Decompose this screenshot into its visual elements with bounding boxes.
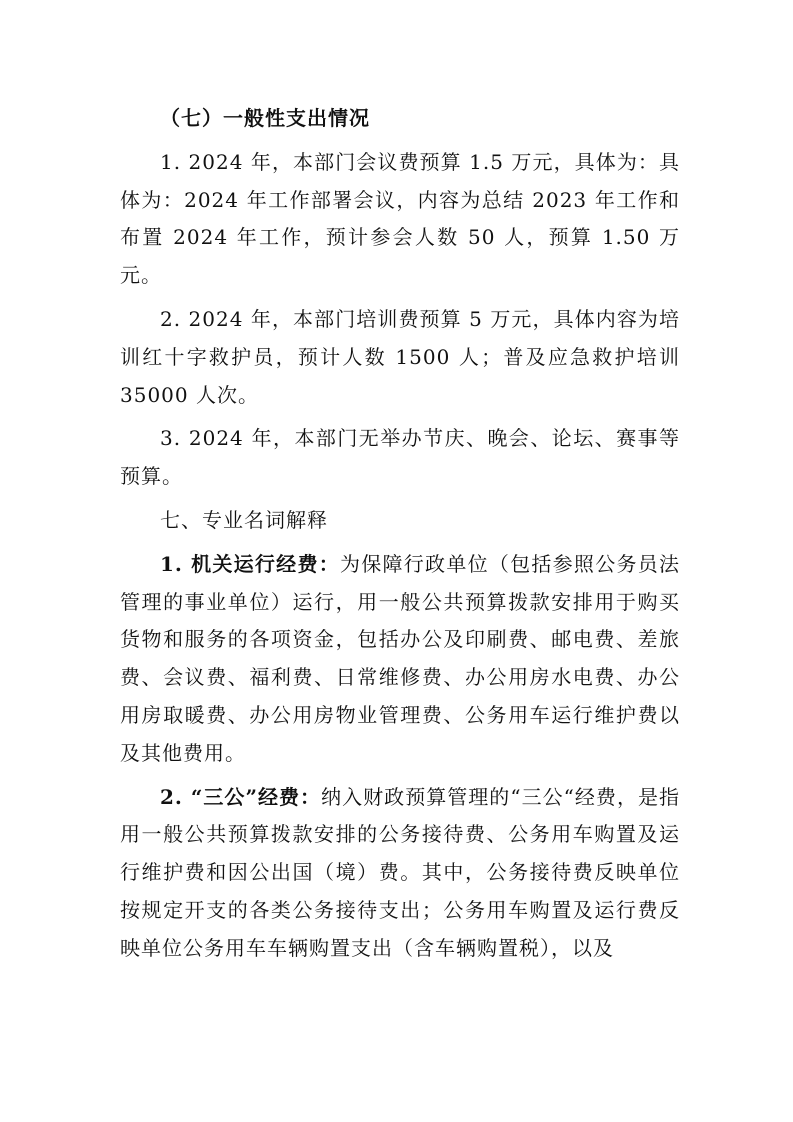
paragraph-events: 3. 2024 年，本部门无举办节庆、晚会、论坛、赛事等预算。	[120, 426, 680, 489]
term-operating-funds-text: 为保障行政单位（包括参照公务员法管理的事业单位）运行，用一般公共预算拨款安排用于购买货物和服务的各项资金，包括办公及印刷费、邮电费、差旅费、会议费、福利费、日常维修费、办公用房水电费、办公用房取暖费、办公用房物业管理费、公务用车运行维护费以及其他费用。	[120, 551, 680, 765]
paragraph-training-fee: 2. 2024 年，本部门培训费预算 5 万元，具体内容为培训红十字救护员，预计人数 1500 人；普及应急救护培训 35000 人次。	[120, 306, 680, 407]
term-operating-funds-label: 1. 机关运行经费：	[160, 551, 340, 576]
paragraph-term-three-public	[120, 779, 680, 968]
term-three-public-label: 2. “三公”经费：	[160, 784, 322, 809]
section-heading-general-expenditure: （七）一般性支出情况	[160, 106, 370, 130]
section-heading-terms: 七、专业名词解释	[160, 507, 328, 532]
document-body	[120, 100, 680, 974]
paragraph-term-operating-funds	[120, 546, 680, 773]
paragraph-meeting-fee: 1. 2024 年，本部门会议费预算 1.5 万元，具体为：具体为：2024 年工作部署会议，内容为总结 2023 年工作和布置 2024 年工作，预计参会人数 50 人，预算 1.50 万元。	[120, 149, 680, 288]
term-three-public-text: 纳入财政预算管理的“三公“经费，是指用一般公共预算拨款安排的公务接待费、公务用车购置及运行维护费和因公出国（境）费。其中，公务接待费反映单位按规定开支的各类公务接待支出；公务用车购置及运行费反映单位公务用车车辆购置支出（含车辆购置税），以及	[120, 784, 680, 960]
